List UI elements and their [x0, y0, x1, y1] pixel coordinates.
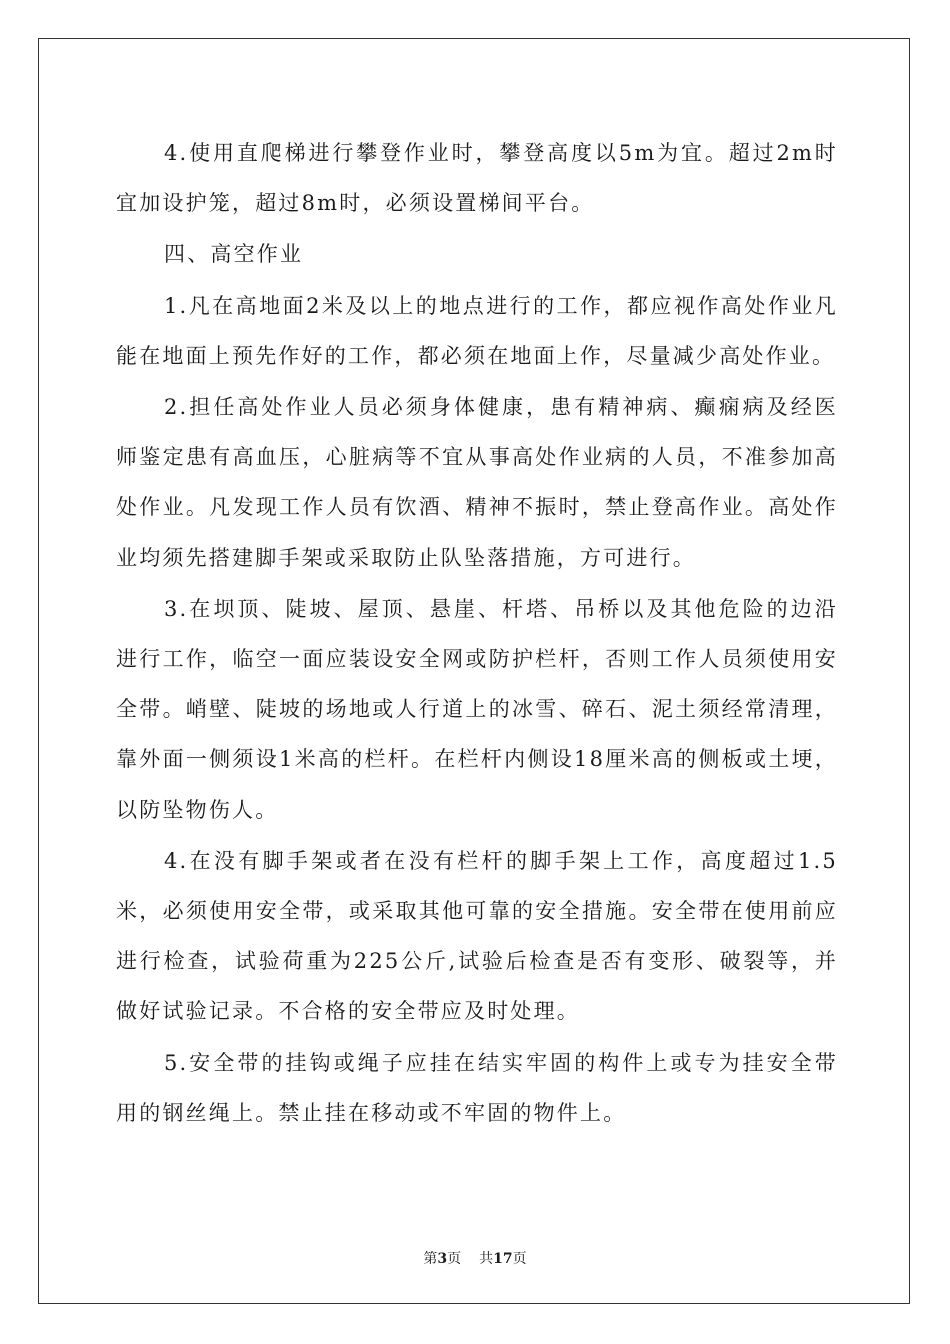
paragraph-edge-protection: 3.在坝顶、陡坡、屋顶、悬崖、杆塔、吊桥以及其他危险的边沿进行工作，临空一面应装设安全网或防护栏杆，否则工作人员须使用安全带。峭壁、陡坡的场地或人行道上的冰雪、碎石、泥土须经常清理，靠外面一侧须设1米高的栏杆。在栏杆内侧设18厘米高的侧板或土埂，以防坠物伤人。	[116, 596, 838, 822]
total-pages-label: 共17页	[479, 1251, 527, 1267]
page-label: 第3页	[423, 1251, 462, 1267]
section-heading-high-altitude-work: 四、高空作业	[164, 242, 304, 267]
paragraph-definition: 1.凡在高地面2米及以上的地点进行的工作，都应视作高处作业凡能在地面上预先作好的工作，都必须在地面上作，尽量减少高处作业。	[116, 293, 838, 368]
paragraph-personnel-health: 2.担任高处作业人员必须身体健康，患有精神病、癫痫病及经医师鉴定患有高血压，心脏病等不宜从事高处作业病的人员，不准参加高处作业。凡发现工作人员有饮酒、精神不振时，禁止登高作业。高处作业均须先搭建脚手架或采取防止队坠落措施，方可进行。	[116, 395, 838, 570]
page-footer	[0, 1248, 950, 1268]
paragraph-ladder-height: 4.使用直爬梯进行攀登作业时，攀登高度以5m为宜。超过2m时宜加设护笼，超过8m时，必须设置梯间平台。	[116, 141, 838, 216]
paragraph-belt-hook: 5.安全带的挂钩或绳子应挂在结实牢固的构件上或专为挂安全带用的钢丝绳上。禁止挂在移动或不牢固的物件上。	[116, 1050, 838, 1125]
paragraph-safety-belt: 4.在没有脚手架或者在没有栏杆的脚手架上工作，高度超过1.5米，必须使用安全带，或采取其他可靠的安全措施。安全带在使用前应进行检查，试验荷重为225公斤,试验后检查是否有变形、破裂等，并做好试验记录。不合格的安全带应及时处理。	[116, 848, 838, 1024]
document-body	[116, 128, 838, 1139]
